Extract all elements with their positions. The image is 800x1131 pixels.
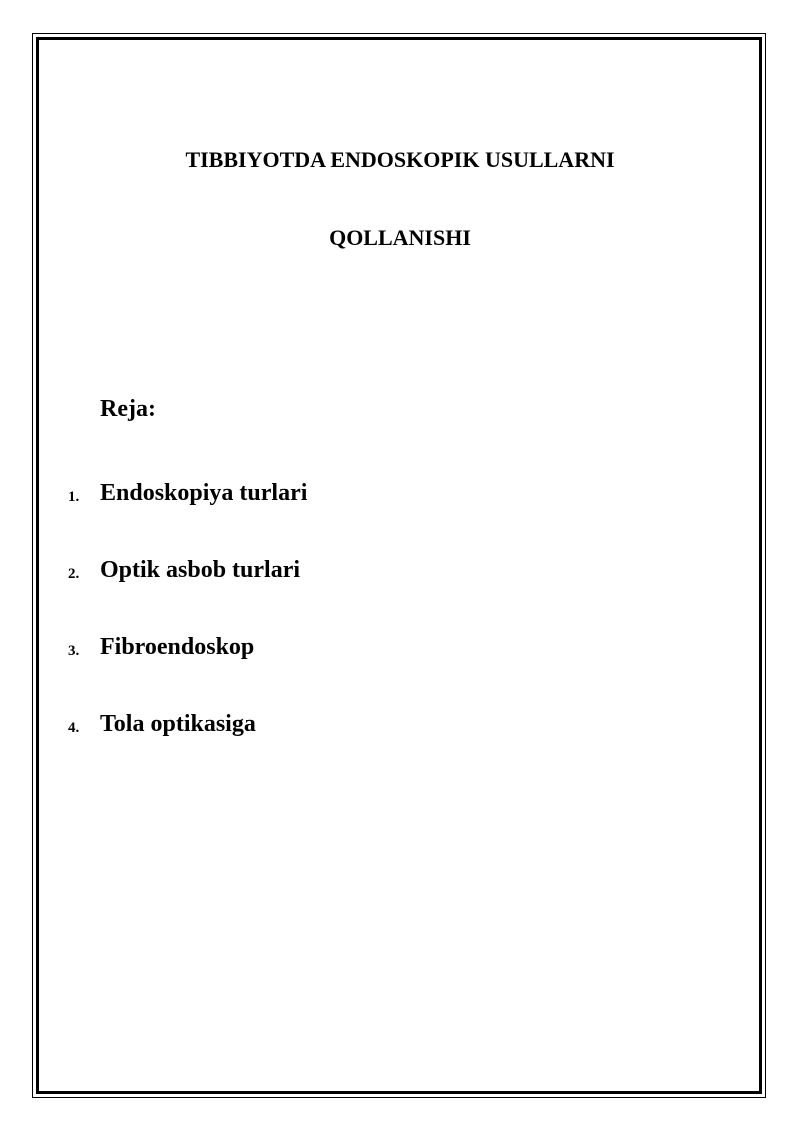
plan-item-text: Tola optikasiga xyxy=(100,711,256,737)
plan-item-2 xyxy=(68,556,668,586)
document-title-line-1: TIBBIYOTDA ENDOSKOPIK USULLARNI xyxy=(185,147,615,172)
plan-item-text: Endoskopiya turlari xyxy=(100,480,308,506)
plan-item-text: Fibroendoskop xyxy=(100,634,255,660)
plan-heading: Reja: xyxy=(100,396,156,422)
plan-item-4 xyxy=(68,710,668,740)
plan-item-1 xyxy=(68,479,668,509)
plan-item-number: 4. xyxy=(68,720,80,736)
document-title-line-2: QOLLANISHI xyxy=(329,225,471,250)
plan-item-number: 2. xyxy=(68,566,80,582)
plan-item-number: 1. xyxy=(68,489,80,505)
plan-item-3 xyxy=(68,633,668,663)
plan-item-text: Optik asbob turlari xyxy=(100,557,301,583)
plan-item-number: 3. xyxy=(68,643,80,659)
